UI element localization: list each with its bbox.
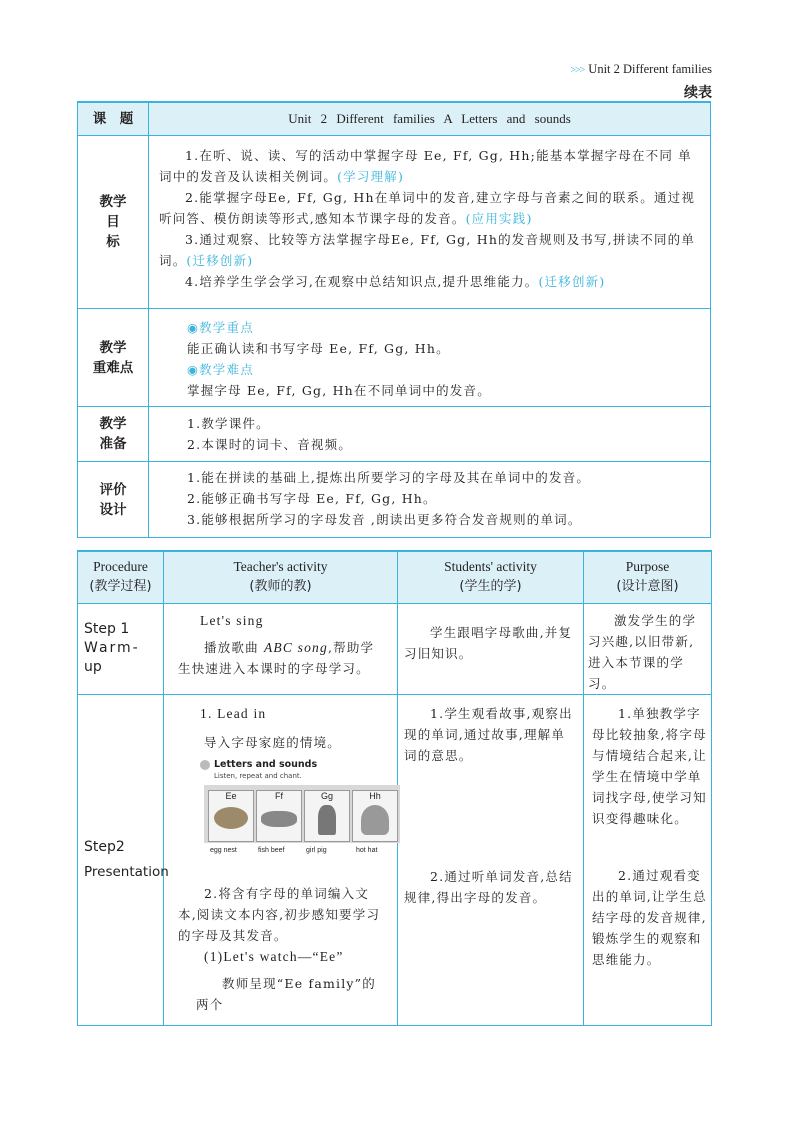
step2-label: Step2 Presentation: [78, 694, 164, 1025]
goal-item: 1.在听、说、读、写的活动中掌握字母 Ee, Ff, Gg, Hh;能基本掌握字母在不同 单词中的发音及认读相关例词。(学习理解): [159, 148, 692, 184]
evaluation-content: [149, 462, 711, 538]
step2-purpose: 1.单独教学字母比较抽象,将字母与情境结合起来,让学生在情境中学单词找字母,使学习知识变得趣味化。 2.通过观看变出的单词,让学生总结字母的发音规律,锻炼学生的观察和思维能力。: [584, 694, 712, 1025]
step1-purpose: 激发学生的学习兴趣,以旧带新,进入本节课的学习。: [584, 603, 712, 694]
prep-item: 2.本课时的词卡、音视频。: [187, 437, 353, 452]
eval-item: 1.能在拼读的基础上,提炼出所要学习的字母及其在单词中的发音。: [187, 470, 591, 485]
key-title: ◉教学重点: [187, 320, 254, 335]
preparation-label: 教学 准备: [78, 407, 149, 462]
running-head: [570, 62, 712, 77]
goals-label: 教学 目 标: [78, 136, 149, 309]
fish-beef-picture: Ff: [256, 790, 302, 842]
continued-label: 续表: [684, 85, 712, 101]
preparation-content: [149, 407, 711, 462]
textbook-illustration: Letters and sounds Listen, repeat and chant. Ee Ff Gg Hh egg nest fish beef girl pig hot hat: [200, 759, 400, 857]
step1-teacher: Let's sing 播放歌曲 ABC song,帮助学生快速进入本课时的字母学习。: [164, 603, 398, 694]
evaluation-label: 评价 设计: [78, 462, 149, 538]
goal-item: 3.通过观察、比较等方法掌握字母Ee, Ff, Gg, Hh的发音规则及书写,拼读不同的单词。(迁移创新): [159, 232, 696, 268]
goal-item: 4.培养学生学会学习,在观察中总结知识点,提升思维能力。(迁移创新): [185, 274, 606, 289]
unit-title: Unit 2 Different families: [588, 62, 712, 76]
key-points-content: [149, 309, 711, 407]
egg-nest-picture: Ee: [208, 790, 254, 842]
topic-value: Unit 2 Different families A Letters and sounds: [149, 102, 711, 136]
prep-item: 1.教学课件。: [187, 416, 270, 431]
hot-hat-picture: Hh: [352, 790, 398, 842]
lesson-plan-table: [77, 101, 711, 538]
goal-item: 2.能掌握字母Ee, Ff, Gg, Hh在单词中的发音,建立字母与音素之间的联系。通过视听问答、模仿朗读等形式,感知本节课字母的发音。(应用实践): [159, 190, 696, 226]
header-students: Students' activity (学生的学): [398, 551, 584, 603]
topic-label: 课 题: [78, 102, 149, 136]
eval-item: 2.能够正确书写字母 Ee, Ff, Gg, Hh。: [187, 491, 437, 506]
key-points-label: 教学 重难点: [78, 309, 149, 407]
arrows-icon: >>>: [570, 65, 585, 76]
section-dot-icon: [200, 760, 210, 770]
step1-label: Step 1 Warm- up: [78, 603, 164, 694]
header-procedure: Procedure (教学过程): [78, 551, 164, 603]
step1-students: 学生跟唱字母歌曲,并复习旧知识。: [398, 603, 584, 694]
key-text: 能正确认读和书写字母 Ee, Ff, Gg, Hh。: [187, 341, 450, 356]
procedure-table: [77, 550, 712, 1026]
difficulty-text: 掌握字母 Ee, Ff, Gg, Hh在不同单词中的发音。: [187, 383, 491, 398]
picture-strip: [204, 785, 400, 843]
girl-pig-picture: Gg: [304, 790, 350, 842]
header-purpose: Purpose (设计意图): [584, 551, 712, 603]
step2-teacher: 1. Lead in 导入字母家庭的情境。 Letters and sounds Listen, repeat and chant. Ee Ff Gg Hh egg nest fish beef girl pig hot hat 2.将含有字母的单词编入文本,阅读文本内容,初步感知要学习的字母及其发音。 (1)Let's watch—“Ee” 教师呈现“Ee family”的两个: [164, 694, 398, 1025]
goals-content: [149, 136, 711, 309]
eval-item: 3.能够根据所学习的字母发音 ,朗读出更多符合发音规则的单词。: [187, 512, 582, 527]
header-teacher: Teacher's activity (教师的教): [164, 551, 398, 603]
step2-students: 1.学生观看故事,观察出现的单词,通过故事,理解单词的意思。 2.通过听单词发音,总结规律,得出字母的发音。: [398, 694, 584, 1025]
difficulty-title: ◉教学难点: [187, 362, 254, 377]
